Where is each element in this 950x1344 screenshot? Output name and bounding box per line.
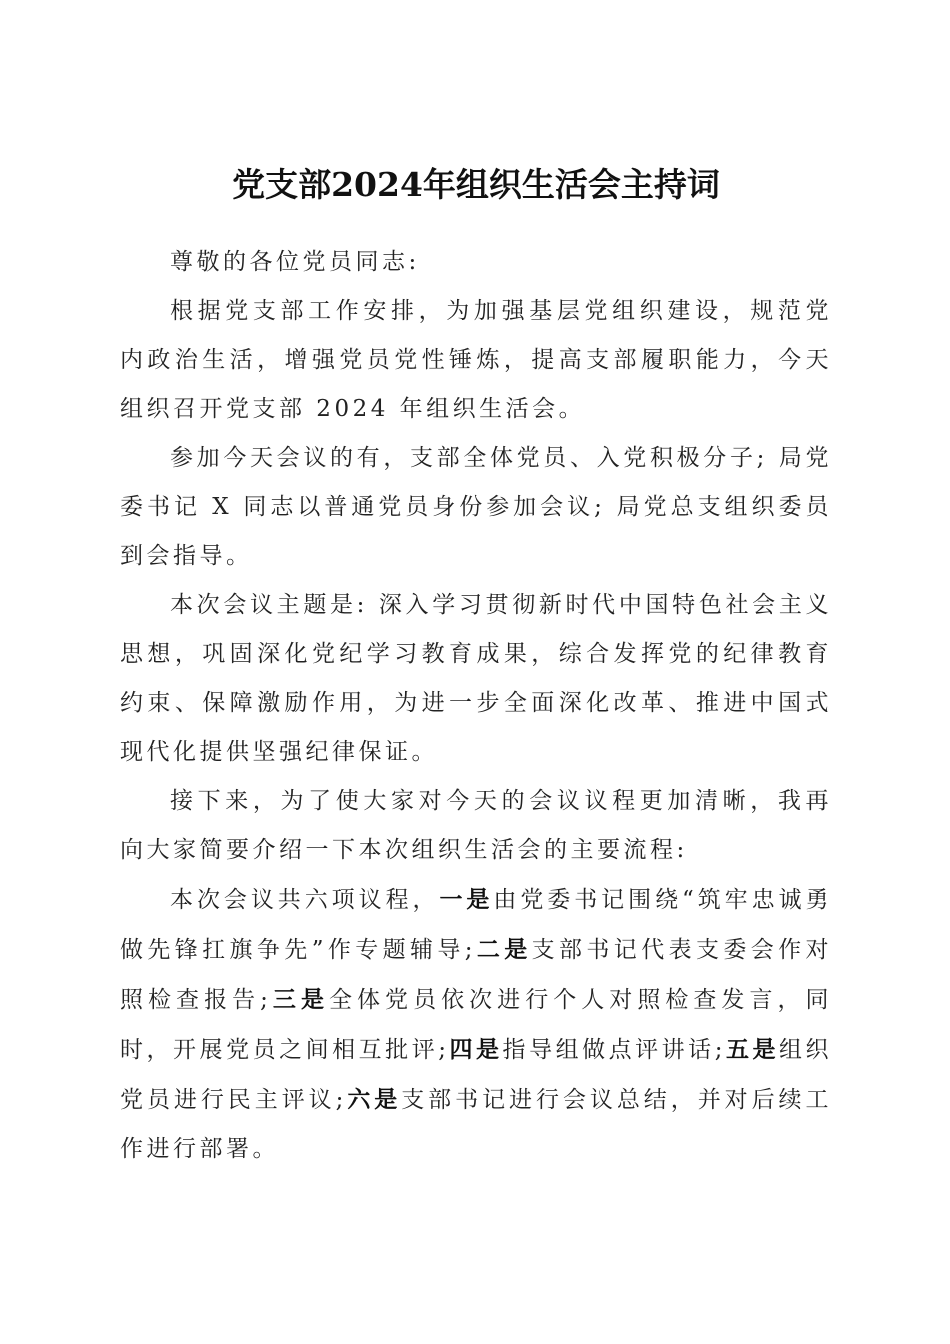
paragraph-agenda (120, 875, 832, 1174)
agenda-item-6-label: 六是 (346, 1086, 402, 1113)
salutation: 尊敬的各位党员同志: (170, 249, 420, 275)
agenda-item-3-text: 全体党员依次进行个人对照检查发言，同时，开展党员之间相互批评; (120, 987, 833, 1063)
agenda-item-6-text: 支部书记进行会议总结，并对后续工作进行部署。 (120, 1087, 833, 1162)
document-page (120, 150, 832, 1174)
agenda-item-4-text: 指导组做点评讲话; (502, 1037, 726, 1063)
agenda-item-3-label: 三是 (271, 986, 329, 1013)
document-title: 党支部2024年组织生活会主持词 (232, 165, 720, 204)
paragraph-attendees: 参加今天会议的有，支部全体党员、入党积极分子; 局党委书记 X 同志以普通党员身份参加会议; 局党总支组织委员到会指导。 (120, 445, 832, 569)
agenda-item-5-label: 五是 (725, 1036, 780, 1063)
agenda-item-1-text: 由党委书记围绕“筑牢忠诚勇做先锋扛旗争先”作专题辅导; (120, 887, 833, 963)
paragraph-theme: 本次会议主题是: 深入学习贯彻新时代中国特色社会主义思想，巩固深化党纪学习教育成果，综合发挥党的纪律教育约束、保障激励作用，为进一步全面深化改革、推进中国式现代化提供坚强纪律保证。 (120, 592, 832, 765)
agenda-item-2-text: 支部书记代表支委会作对照检查报告; (120, 937, 832, 1013)
agenda-item-2-label: 二是 (476, 936, 532, 963)
agenda-intro: 本次会议共六项议程， (170, 887, 440, 913)
agenda-item-4-label: 四是 (449, 1036, 503, 1063)
paragraph-transition: 接下来，为了使大家对今天的会议议程更加清晰，我再向大家简要介绍一下本次组织生活会的主要流程: (120, 788, 832, 863)
agenda-item-1-label: 一是 (439, 886, 494, 913)
paragraph-purpose: 根据党支部工作安排，为加强基层党组织建设，规范党内政治生活，增强党员党性锤炼，提高支部履职能力，今天组织召开党支部 2024 年组织生活会。 (120, 298, 832, 422)
document-body (120, 238, 832, 1174)
agenda-item-5-text: 组织党员进行民主评议; (120, 1037, 833, 1113)
